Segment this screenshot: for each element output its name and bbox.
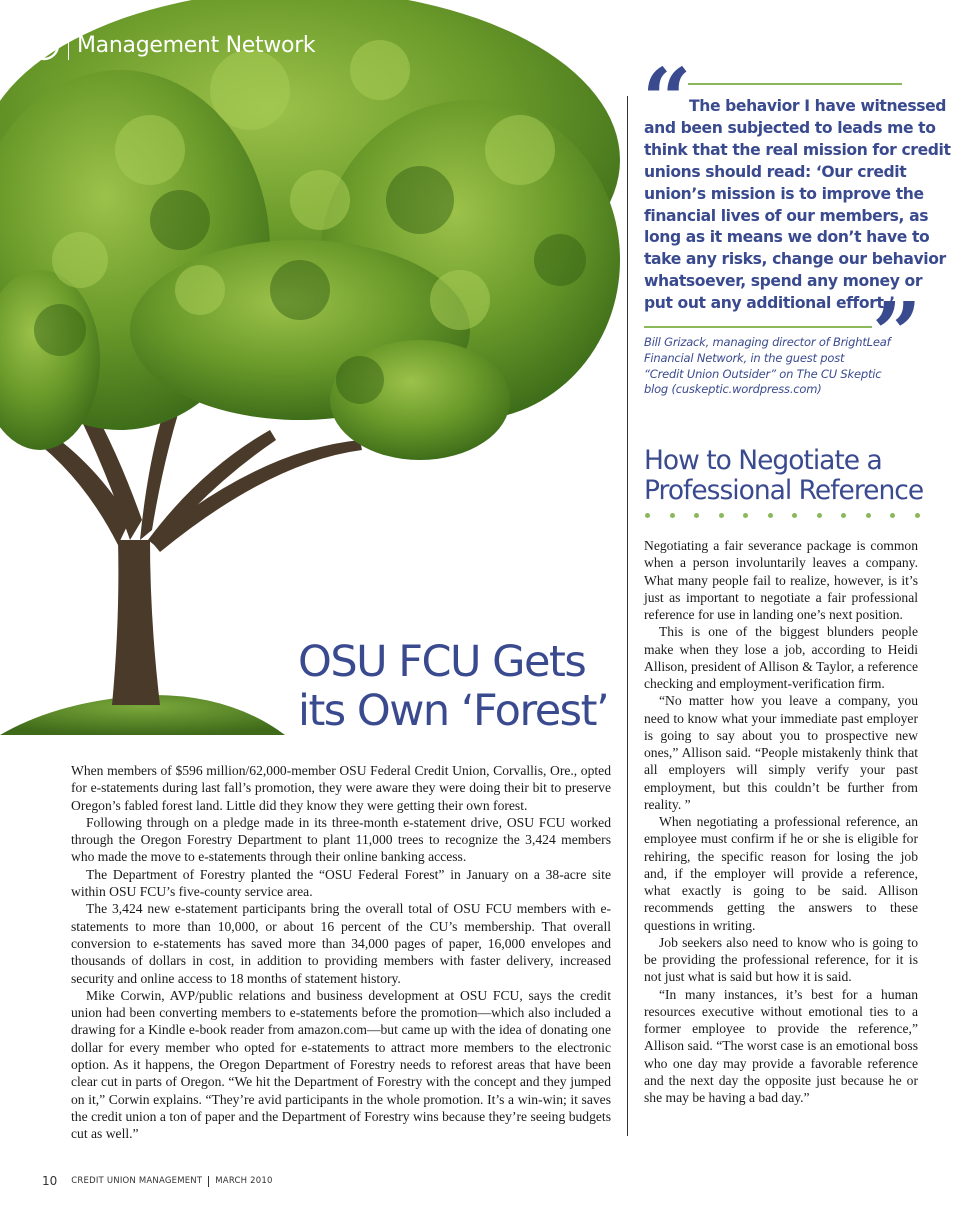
sidebar-article-body (644, 537, 918, 1106)
publication-name: CREDIT UNION MANAGEMENT (71, 1176, 203, 1186)
tree-illustration (0, 0, 625, 740)
dot (743, 513, 748, 518)
heading-line: Professional Reference (644, 475, 924, 506)
dot (768, 513, 773, 518)
pull-quote-text (644, 96, 951, 315)
dot (694, 513, 699, 518)
dot (792, 513, 797, 518)
main-headline (298, 638, 628, 736)
quote-bottom-rule (644, 326, 872, 328)
page-footer (42, 1174, 273, 1188)
dot (645, 513, 650, 518)
quote-line: long as it means we don’t have to (644, 228, 930, 247)
quote-line: take any risks, change our behavior (644, 250, 946, 269)
attribution-line: Financial Network, in the guest post (644, 350, 845, 365)
article-paragraph: This is one of the biggest blunders people make when they lose a job, according to Heidi Allison, president of Allison & Taylor, a reference checking and employment-verification firm. (644, 624, 918, 691)
quote-line: whatsoever, spend any money or (644, 272, 923, 291)
column-rule (627, 96, 628, 1136)
quote-line: think that the real mission for credit (644, 140, 951, 159)
dot (915, 513, 920, 518)
article-paragraph: Mike Corwin, AVP/public relations and business development at OSU FCU, says the credit union had been converting members to e-statements before the promotion—which also included a drawing for a Kindle e-book reader from amazon.com—but came up with the idea of donating one dollar for every member who opted for e-statements to attract more members to the electronic option. As it happens, the Oregon Department of Forestry needs to reforest areas that have been clear cut in parts of Oregon. “We hit the Department of Forestry with the concept and they jumped on it,” Corwin explains. “They’re avid participants in the whole promotion. It’s a win-win; it saves the credit union a ton of paper and the Department of Forestry wins because they’re seeing budgets cut as well.” (71, 987, 611, 1142)
quote-top-rule (688, 83, 902, 85)
article-paragraph: Following through on a pledge made in its three-month e-statement drive, OSU FCU worked through the Oregon Forestry Department to plant 11,000 trees to recognize the 3,424 members who made the move to e-statements through their online banking access. (71, 814, 611, 865)
article-paragraph: Job seekers also need to know who is going to be providing the professional reference, for it is not just what is said but how it is said. (644, 934, 918, 985)
page-number: 10 (42, 1174, 58, 1188)
quote-line: and been subjected to leads me to (644, 118, 936, 137)
dotted-divider (645, 513, 920, 518)
attribution-line: “Credit Union Outsider” on The CU Skeptic (644, 366, 882, 381)
quote-line: union’s mission is to improve the (644, 184, 924, 203)
dot (719, 513, 724, 518)
article-paragraph: When members of $596 million/62,000-member OSU Federal Credit Union, Corvallis, Ore., opted for e-statements during last fall’s promotion, they were aware they were doing their bit to preserve Oregon’s fabled forest land. Little did they know they were getting their own forest. (71, 763, 611, 813)
article-paragraph: The 3,424 new e-statement participants bring the overall total of OSU FCU members with e-statements to more than 10,000, or about 16 percent of the CU’s membership. That overall conversion to e-statements has saved more than 34,000 pages of paper, 16,000 envelopes and thousands of dollars in cost, in addition to providing members with faster delivery, increased security and online access to 18 months of statement history. (71, 901, 611, 986)
article-paragraph: “In many instances, it’s best for a human resources executive without emotional ties to a former employee to provide the reference,” Allison said. “The worst case is an emotional boss who one day may provide a favorable reference and the next day the opposite just because he or she may be having a bad day.” (644, 986, 918, 1105)
quote-attribution (644, 335, 914, 398)
quote-line: The behavior I have witnessed (689, 97, 947, 115)
quote-line: put out any additional effort.’ (644, 294, 895, 313)
open-quote-icon: “ (642, 50, 692, 151)
article-paragraph: When negotiating a professional reference, an employee must confirm if he or she is eligible for rehiring, the specific reason for losing the job and, if the employer will provide a reference, what exactly is going to be said. Allison recommends getting the answers to these questions in writing. (644, 814, 918, 933)
headline-line: its Own ‘Forest’ (298, 686, 609, 736)
article-paragraph: The Department of Forestry planted the “OSU Federal Forest” in January on a 38-acre site within OSU FCU’s five-county service area. (71, 866, 611, 900)
article-paragraph: Negotiating a fair severance package is common when a person involuntarily leaves a company. What many people fail to realize, however, is it’s just as important to negotiate a fair professional reference for use in landing one’s next position. (644, 538, 918, 622)
article-paragraph: “No matter how you leave a company, you need to know what your immediate past employer is going to say about you to prospective new ones,” Allison said. “People mistakenly think that all employers will simply verify your past employment, but this couldn’t be further from reality. ” (644, 693, 918, 812)
heading-line: How to Negotiate a (644, 445, 882, 476)
magazine-section-header (28, 27, 315, 63)
header-divider (68, 30, 69, 60)
section-title: Management Network (77, 32, 316, 58)
issue-date: MARCH 2010 (215, 1176, 273, 1186)
dot (841, 513, 846, 518)
quote-line: financial lives of our members, as (644, 206, 929, 225)
attribution-line: Bill Grizack, managing director of BrightLeaf (644, 335, 891, 349)
footer-separator (208, 1176, 209, 1187)
dot (866, 513, 871, 518)
cuna-logo-icon (28, 29, 60, 61)
dot (817, 513, 822, 518)
close-quote-icon: ” (872, 284, 922, 385)
quote-line: unions should read: ‘Our credit (644, 162, 907, 181)
dot (670, 513, 675, 518)
sidebar-heading (644, 446, 934, 506)
headline-line: OSU FCU Gets (298, 637, 586, 687)
dot (890, 513, 895, 518)
attribution-line: blog (cuskeptic.wordpress.com) (644, 382, 822, 397)
main-article-body (71, 762, 611, 1143)
